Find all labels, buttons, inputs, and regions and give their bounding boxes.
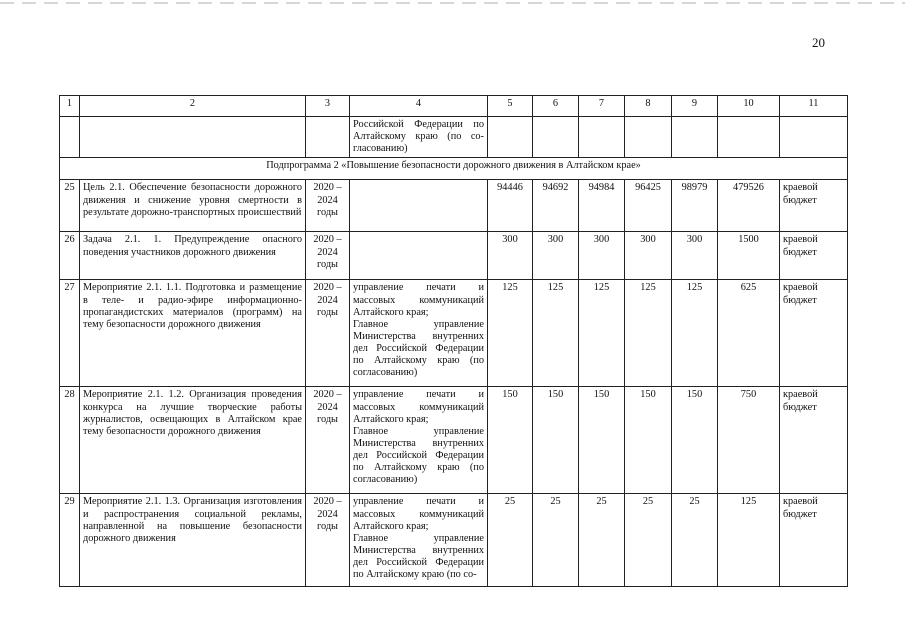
executor-entry: управление печати и массовых коммуникаций Алтайского края; [353,282,484,318]
funding-source: краевой бюджет [780,387,848,494]
funding-value: 25 [625,494,672,587]
funding-value: 479526 [718,180,780,232]
funding-value: 300 [488,232,533,280]
funding-source: краевой бюджет [780,494,848,587]
funding-value: 94984 [579,180,625,232]
funding-value: 300 [625,232,672,280]
funding-value: 300 [672,232,718,280]
period-years: 2020 – 2024 годы [306,180,350,232]
executor-cell: Российской Федерации по Алтайскому краю (по со-гласованию) [350,117,488,158]
header-cell: 2 [80,96,306,117]
header-row [60,96,848,117]
header-cell: 10 [718,96,780,117]
executor-cell [350,280,488,387]
table-row [60,180,848,232]
header-cell: 4 [350,96,488,117]
header-cell: 9 [672,96,718,117]
subprogram-title: Подпрограмма 2 «Повышение безопасности дорожного движения в Алтайском крае» [60,158,848,180]
funding-value: 125 [625,280,672,387]
row-number: 26 [60,232,80,280]
executor-cell [350,232,488,280]
page-number: 20 [812,35,825,50]
funding-value: 25 [488,494,533,587]
executor-cell [350,387,488,494]
executor-cell [350,494,488,587]
continuation-row [60,117,848,158]
executor-cell [350,180,488,232]
scan-edge [0,2,905,4]
table-row [60,232,848,280]
period-years: 2020 – 2024 годы [306,280,350,387]
row-number: 29 [60,494,80,587]
table-row [60,494,848,587]
funding-value: 300 [579,232,625,280]
header-cell: 1 [60,96,80,117]
funding-value: 150 [672,387,718,494]
row-number: 25 [60,180,80,232]
subprogram-row [60,158,848,180]
funding-value: 25 [533,494,579,587]
table-row [60,280,848,387]
executor-entry: Главное управление Министерства внутренних дел Российской Федерации по Алтайскому краю (по согласованию) [353,425,484,486]
funding-value: 25 [579,494,625,587]
period-years: 2020 – 2024 годы [306,387,350,494]
funding-value: 300 [533,232,579,280]
activity-name: Мероприятие 2.1. 1.3. Организация изготовления и распространения социальной рекламы, направленной на повышение безопасности дорожного движения [80,494,306,587]
funding-value: 125 [488,280,533,387]
header-cell: 3 [306,96,350,117]
activity-name: Мероприятие 2.1. 1.1. Подготовка и размещение в теле- и радио-эфире информационно-пропагандистских материалов (программ) на тему безопасности дорожного движения [80,280,306,387]
header-cell: 11 [780,96,848,117]
funding-source: краевой бюджет [780,232,848,280]
header-cell: 5 [488,96,533,117]
funding-value: 150 [625,387,672,494]
funding-value: 150 [533,387,579,494]
funding-value: 750 [718,387,780,494]
funding-value: 150 [579,387,625,494]
executor-entry: управление печати и массовых коммуникаций Алтайского края; [353,389,484,425]
program-table [59,95,848,587]
row-number: 28 [60,387,80,494]
funding-value: 94446 [488,180,533,232]
activity-name: Задача 2.1. 1. Предупреждение опасного поведения участников дорожного движения [80,232,306,280]
funding-value: 125 [718,494,780,587]
funding-source: краевой бюджет [780,280,848,387]
header-cell: 8 [625,96,672,117]
table-row [60,387,848,494]
funding-value: 25 [672,494,718,587]
funding-value: 98979 [672,180,718,232]
executor-entry: Главное управление Министерства внутренних дел Российской Федерации по Алтайскому краю (по со- [353,532,484,581]
row-number: 27 [60,280,80,387]
funding-value: 1500 [718,232,780,280]
funding-value: 125 [533,280,579,387]
funding-value: 94692 [533,180,579,232]
funding-value: 125 [672,280,718,387]
period-years: 2020 – 2024 годы [306,232,350,280]
executor-entry: Главное управление Министерства внутренних дел Российской Федерации по Алтайскому краю (по согласованию) [353,318,484,379]
header-cell: 7 [579,96,625,117]
funding-value: 125 [579,280,625,387]
header-cell: 6 [533,96,579,117]
activity-name: Мероприятие 2.1. 1.2. Организация проведения конкурса на лучшие творческие работы журналистов, освещающих в Алтайском крае тему безопасности дорожного движения [80,387,306,494]
activity-name: Цель 2.1. Обеспечение безопасности дорожного движения и снижение уровня смертности в результате дорожно-транспортных происшествий [80,180,306,232]
funding-value: 96425 [625,180,672,232]
funding-value: 625 [718,280,780,387]
executor-entry: управление печати и массовых коммуникаций Алтайского края; [353,496,484,532]
funding-source: краевой бюджет [780,180,848,232]
funding-value: 150 [488,387,533,494]
period-years: 2020 – 2024 годы [306,494,350,587]
